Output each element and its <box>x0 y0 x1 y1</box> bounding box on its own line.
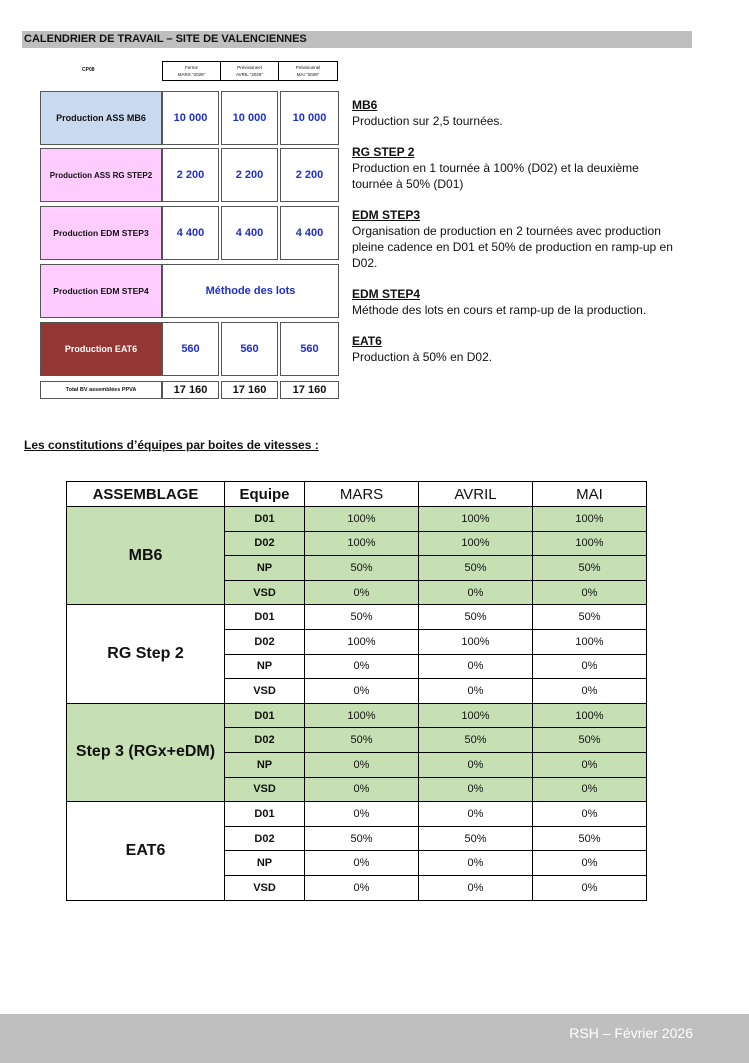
production-value: 4 400 <box>162 206 219 260</box>
production-row-eat6 <box>40 322 339 376</box>
note-edm-step3 <box>352 207 682 271</box>
assemblage-group-label: EAT6 <box>67 802 225 900</box>
team-percentage: 0% <box>305 580 419 605</box>
team-percentage: 100% <box>305 531 419 556</box>
team-percentage: 50% <box>419 728 533 753</box>
header-assemblage: ASSEMBLAGE <box>67 482 225 507</box>
team-percentage: 0% <box>533 580 647 605</box>
header-avril: AVRIL <box>419 482 533 507</box>
team-percentage: 100% <box>533 629 647 654</box>
team-table <box>66 481 647 901</box>
team-percentage: 0% <box>419 875 533 900</box>
team-percentage: 50% <box>419 605 533 630</box>
team-percentage: 50% <box>305 826 419 851</box>
team-percentage: 0% <box>305 752 419 777</box>
header-equipe: Equipe <box>225 482 305 507</box>
calendar-header-mai <box>278 61 338 81</box>
note-title: RG STEP 2 <box>352 145 415 159</box>
header-month: MARS "2026" <box>177 72 206 77</box>
team-code: D02 <box>225 826 305 851</box>
production-label: Production EAT6 <box>40 322 162 376</box>
table-row <box>67 507 647 532</box>
team-code: VSD <box>225 580 305 605</box>
team-percentage: 50% <box>305 605 419 630</box>
team-percentage: 0% <box>419 679 533 704</box>
team-percentage: 0% <box>305 875 419 900</box>
team-percentage: 100% <box>419 703 533 728</box>
team-code: D02 <box>225 728 305 753</box>
note-eat6 <box>352 333 682 365</box>
production-row-rg-step2 <box>40 148 339 202</box>
team-percentage: 100% <box>419 507 533 532</box>
note-text: Production en 1 tournée à 100% (D02) et la deuxième tournée à 50% (D01) <box>352 161 639 191</box>
team-percentage: 0% <box>419 802 533 827</box>
section-title: Les constitutions d’équipes par boites de vitesses : <box>24 438 319 452</box>
team-percentage: 100% <box>533 531 647 556</box>
team-percentage: 50% <box>533 728 647 753</box>
production-label: Production EDM STEP3 <box>40 206 162 260</box>
team-percentage: 0% <box>533 654 647 679</box>
team-code: VSD <box>225 777 305 802</box>
header-mars: MARS <box>305 482 419 507</box>
header-status: Ferme <box>184 65 198 70</box>
production-value: 4 400 <box>221 206 278 260</box>
team-code: D02 <box>225 629 305 654</box>
team-percentage: 0% <box>533 875 647 900</box>
team-percentage: 0% <box>419 580 533 605</box>
team-percentage: 0% <box>533 851 647 876</box>
total-label: Total BV assemblées PPVA <box>40 381 162 399</box>
team-percentage: 50% <box>419 556 533 581</box>
team-percentage: 0% <box>419 752 533 777</box>
note-title: EAT6 <box>352 334 382 348</box>
note-title: EDM STEP3 <box>352 208 421 222</box>
production-value: 10 000 <box>280 91 339 145</box>
note-title: EDM STEP4 <box>352 287 421 301</box>
team-percentage: 50% <box>533 556 647 581</box>
team-percentage: 100% <box>533 507 647 532</box>
note-mb6 <box>352 97 682 129</box>
assemblage-group-label: MB6 <box>67 507 225 605</box>
team-percentage: 100% <box>533 703 647 728</box>
production-value: 2 200 <box>280 148 339 202</box>
team-percentage: 0% <box>419 851 533 876</box>
production-row-mb6 <box>40 91 339 145</box>
team-code: D01 <box>225 703 305 728</box>
team-percentage: 0% <box>305 802 419 827</box>
header-month: MAI "2026" <box>296 72 320 77</box>
team-percentage: 0% <box>305 679 419 704</box>
team-code: NP <box>225 654 305 679</box>
production-value: 560 <box>162 322 219 376</box>
note-text: Méthode des lots en cours et ramp-up de la production. <box>352 303 647 317</box>
team-percentage: 0% <box>305 851 419 876</box>
team-percentage: 100% <box>419 629 533 654</box>
team-percentage: 100% <box>305 507 419 532</box>
production-total-row <box>40 381 339 399</box>
note-title: MB6 <box>352 98 378 112</box>
production-value: 560 <box>280 322 339 376</box>
production-value: 560 <box>221 322 278 376</box>
team-percentage: 0% <box>533 802 647 827</box>
production-row-edm-step3 <box>40 206 339 260</box>
calendar-header-avril <box>220 61 279 81</box>
note-text: Production à 50% en D02. <box>352 350 493 364</box>
assemblage-group-label: Step 3 (RGx+eDM) <box>67 703 225 801</box>
table-row <box>67 703 647 728</box>
team-percentage: 50% <box>533 826 647 851</box>
team-percentage: 0% <box>305 777 419 802</box>
total-value: 17 160 <box>221 381 278 399</box>
total-value: 17 160 <box>280 381 339 399</box>
page-title: CALENDRIER DE TRAVAIL – SITE DE VALENCIENNES <box>22 31 692 48</box>
footer <box>0 1014 749 1063</box>
team-code: VSD <box>225 679 305 704</box>
team-percentage: 0% <box>533 752 647 777</box>
team-percentage: 0% <box>419 654 533 679</box>
team-code: D01 <box>225 605 305 630</box>
production-row-edm-step4 <box>40 264 339 318</box>
table-row <box>67 802 647 827</box>
production-value: 10 000 <box>221 91 278 145</box>
team-code: NP <box>225 752 305 777</box>
team-table-body <box>67 507 647 901</box>
team-code: D01 <box>225 507 305 532</box>
team-code: NP <box>225 556 305 581</box>
footer-text: RSH – Février 2026 <box>569 1025 693 1041</box>
production-value: 2 200 <box>221 148 278 202</box>
note-rg-step2 <box>352 144 682 192</box>
production-value: 10 000 <box>162 91 219 145</box>
production-value: 4 400 <box>280 206 339 260</box>
header-month: AVRIL "2026" <box>236 72 263 77</box>
production-label: Production ASS RG STEP2 <box>40 148 162 202</box>
note-text: Production sur 2,5 tournées. <box>352 114 503 128</box>
calendar-code: CP08 <box>82 67 95 73</box>
team-code: VSD <box>225 875 305 900</box>
note-edm-step4 <box>352 286 682 318</box>
production-label: Production EDM STEP4 <box>40 264 162 318</box>
header-status: Prévisionnel <box>237 65 262 70</box>
assemblage-group-label: RG Step 2 <box>67 605 225 703</box>
team-code: NP <box>225 851 305 876</box>
production-value: 2 200 <box>162 148 219 202</box>
team-percentage: 50% <box>305 728 419 753</box>
team-percentage: 0% <box>419 777 533 802</box>
header-mai: MAI <box>533 482 647 507</box>
table-row <box>67 605 647 630</box>
production-merged-value: Méthode des lots <box>162 264 339 318</box>
header-status: Prévisionnel <box>295 65 321 70</box>
total-value: 17 160 <box>162 381 219 399</box>
team-percentage: 100% <box>305 703 419 728</box>
team-percentage: 100% <box>419 531 533 556</box>
team-percentage: 0% <box>533 679 647 704</box>
team-code: D01 <box>225 802 305 827</box>
team-percentage: 50% <box>419 826 533 851</box>
team-percentage: 50% <box>533 605 647 630</box>
production-label: Production ASS MB6 <box>40 91 162 145</box>
team-code: D02 <box>225 531 305 556</box>
team-percentage: 0% <box>305 654 419 679</box>
team-percentage: 100% <box>305 629 419 654</box>
team-percentage: 50% <box>305 556 419 581</box>
note-text: Organisation de production en 2 tournées avec production pleine cadence en D01 et 50% de production en ramp-up en D02. <box>352 224 673 270</box>
team-percentage: 0% <box>533 777 647 802</box>
calendar-header-mars <box>162 61 221 81</box>
